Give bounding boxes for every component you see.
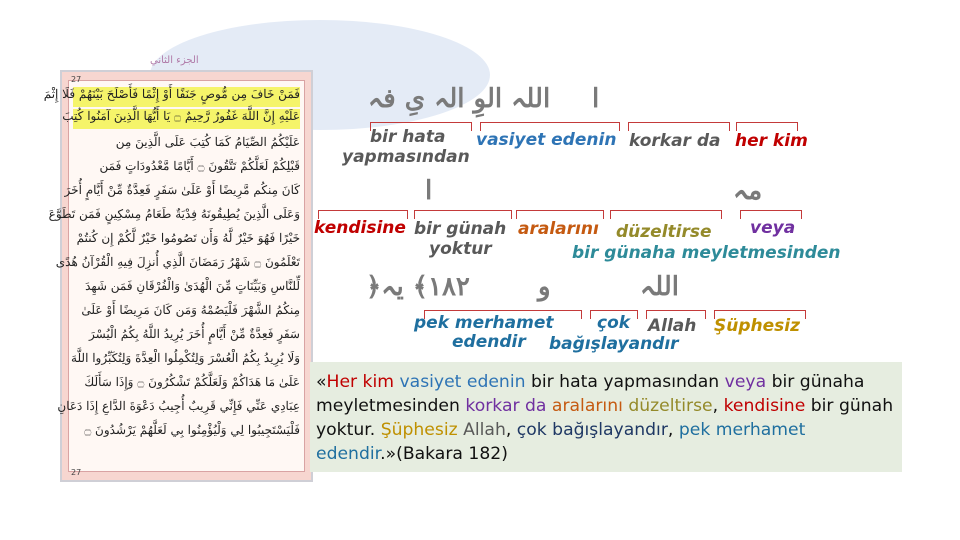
mushaf-line-highlighted: عَلَيْهِ إِنَّ اللَّهَ غَفُورٌ رَّحِيمٌ ۝ يَا أَيُّهَا الَّذِينَ آمَنُوا كُتِبَ	[73, 109, 300, 129]
punct: .	[380, 444, 386, 464]
mushaf-juz-header: الجزء الثاني	[150, 55, 199, 66]
translation-edendir: edendir	[452, 332, 526, 352]
phrase-aralarini: aralarını	[551, 396, 623, 416]
phrase-veya: veya	[724, 372, 767, 392]
translation-her-kim: her kim	[735, 131, 808, 151]
punct: ,	[712, 396, 724, 416]
mushaf-line: تَعْلَمُونَ ۝ شَهْرُ رَمَضَانَ الَّذِي أُنزِلَ فِيهِ الْقُرْآنُ هُدًى	[55, 255, 300, 269]
source-reference: »(Bakara 182)	[385, 444, 508, 464]
mushaf-line: لِّلنَّاسِ وَبَيِّنَاتٍ مِّنَ الْهُدَىٰ وَالْفُرْقَانِ فَمَن شَهِدَ	[85, 279, 300, 293]
translation-kendisine: kendisine	[314, 218, 406, 238]
translation-veya: veya	[750, 218, 796, 238]
punct: ,	[505, 420, 517, 440]
phrase-bir-gunah-yoktur: bir günah yoktur	[316, 396, 894, 440]
translation-summary-box	[310, 362, 902, 472]
mushaf-page-image	[43, 70, 313, 482]
word-bracket	[736, 122, 798, 131]
translation-yoktur: yoktur	[429, 239, 492, 259]
translation-bagislayandir: bağışlayandır	[549, 334, 679, 354]
translation-yapmasindan: yapmasından	[342, 147, 470, 167]
phrase-kendisine: kendisine	[723, 396, 806, 416]
translation-pek-merhamet: pek merhamet	[414, 313, 554, 333]
translation-korkar-da: korkar da	[629, 131, 721, 151]
mushaf-line: عَلَىٰ مَا هَدَاكُمْ وَلَعَلَّكُمْ تَشْكُرُونَ ۝ وَإِذَا سَأَلَكَ	[84, 375, 300, 389]
translation-summary	[316, 370, 896, 466]
phrase-her-kim: Her kim	[326, 372, 395, 392]
punct: .	[369, 420, 381, 440]
page-number-top: 27	[71, 75, 82, 84]
word-bracket	[414, 210, 512, 219]
phrase-bir-hata: bir hata yapmasından	[530, 372, 720, 392]
translation-allah: Allah	[648, 316, 697, 336]
mushaf-line: عِبَادِي عَنِّي فَإِنِّي قَرِيبٌ أُجِيبُ دَعْوَةَ الدَّاعِ إِذَا دَعَانِ	[57, 399, 300, 413]
translation-vasiyet-edenin: vasiyet edenin	[476, 130, 617, 150]
translation-duzeltirse: düzeltirse	[616, 222, 712, 242]
arabic-word: مہ	[733, 176, 763, 206]
mushaf-line: وَلَا يُرِيدُ بِكُمُ الْعُسْرَ وَلِتُكْمِلُوا الْعِدَّةَ وَلِتُكَبِّرُوا اللَّهَ	[71, 351, 300, 365]
arabic-word: ا	[425, 176, 433, 206]
translation-aralarini: aralarını	[518, 219, 599, 239]
phrase-vasiyet-edenin: vasiyet edenin	[399, 372, 526, 392]
word-bracket	[628, 122, 730, 131]
mushaf-text-frame	[43, 75, 305, 477]
phrase-duzeltirse: düzeltirse	[628, 396, 713, 416]
mushaf-line: كَانَ مِنكُم مَّرِيضًا أَوْ عَلَىٰ سَفَرٍ فَعِدَّةٌ مِّنْ أَيَّامٍ أُخَرَ	[64, 183, 300, 197]
phrase-suphesiz: Şüphesiz	[380, 420, 458, 440]
translation-cok: çok	[597, 313, 631, 333]
mushaf-line: قَبْلِكُمْ لَعَلَّكُمْ تَتَّقُونَ ۝ أَيَّامًا مَّعْدُودَاتٍ فَمَن	[99, 159, 300, 173]
page-number-bottom: 27	[71, 468, 82, 477]
phrase-allah: Allah	[463, 420, 506, 440]
mushaf-line: عَلَيْكُمُ الصِّيَامُ كَمَا كُتِبَ عَلَى الَّذِينَ مِن	[115, 135, 300, 149]
arabic-word: و	[538, 272, 551, 302]
mushaf-line-highlighted: فَمَنْ خَافَ مِن مُّوصٍ جَنَفًا أَوْ إِثْمًا فَأَصْلَحَ بَيْنَهُمْ فَلَا إِثْمَ	[73, 87, 300, 107]
translation-bir-gunah: bir günah	[414, 219, 507, 239]
arabic-verse-end: ﴿١٨٢﴾ یہ	[366, 272, 470, 302]
arabic-word: اللہ	[640, 272, 679, 302]
phrase-bir-gunaha: bir günaha meyletmesinden	[316, 372, 865, 416]
phrase-pek-merhamet-edendir: pek merhamet edendir	[316, 420, 806, 464]
translation-bir-hata: bir hata	[370, 127, 446, 147]
punct: ,	[667, 420, 679, 440]
word-bracket	[516, 210, 604, 219]
mushaf-line: فَلْيَسْتَجِيبُوا لِي وَلْيُؤْمِنُوا بِي لَعَلَّهُمْ يَرْشُدُونَ ۝	[84, 423, 300, 437]
arabic-word: ا	[592, 84, 600, 114]
quote-open: «	[316, 372, 327, 392]
phrase-korkar-da: korkar da	[465, 396, 547, 416]
arabic-phrase: اللہ الوِ الہ یِ فہ	[368, 84, 551, 114]
mushaf-line: خَيْرًا فَهُوَ خَيْرٌ لَّهُ وَأَن تَصُومُوا خَيْرٌ لَّكُمْ إِن كُنتُمْ	[76, 231, 300, 245]
phrase-cok-bagislayandir: çok bağışlayandır	[516, 420, 668, 440]
word-bracket	[610, 210, 722, 219]
translation-suphesiz: Şüphesiz	[714, 316, 800, 336]
mushaf-line: وَعَلَى الَّذِينَ يُطِيقُونَهُ فِدْيَةٌ طَعَامُ مِسْكِينٍ فَمَن تَطَوَّعَ	[48, 207, 300, 221]
translation-bir-gunaha: bir günaha meyletmesinden	[572, 243, 841, 263]
mushaf-line: سَفَرٍ فَعِدَّةٌ مِّنْ أَيَّامٍ أُخَرَ يُرِيدُ اللَّهُ بِكُمُ الْيُسْرَ	[89, 327, 300, 341]
mushaf-line: مِنكُمُ الشَّهْرَ فَلْيَصُمْهُ وَمَن كَانَ مَرِيضًا أَوْ عَلَىٰ	[81, 303, 300, 317]
